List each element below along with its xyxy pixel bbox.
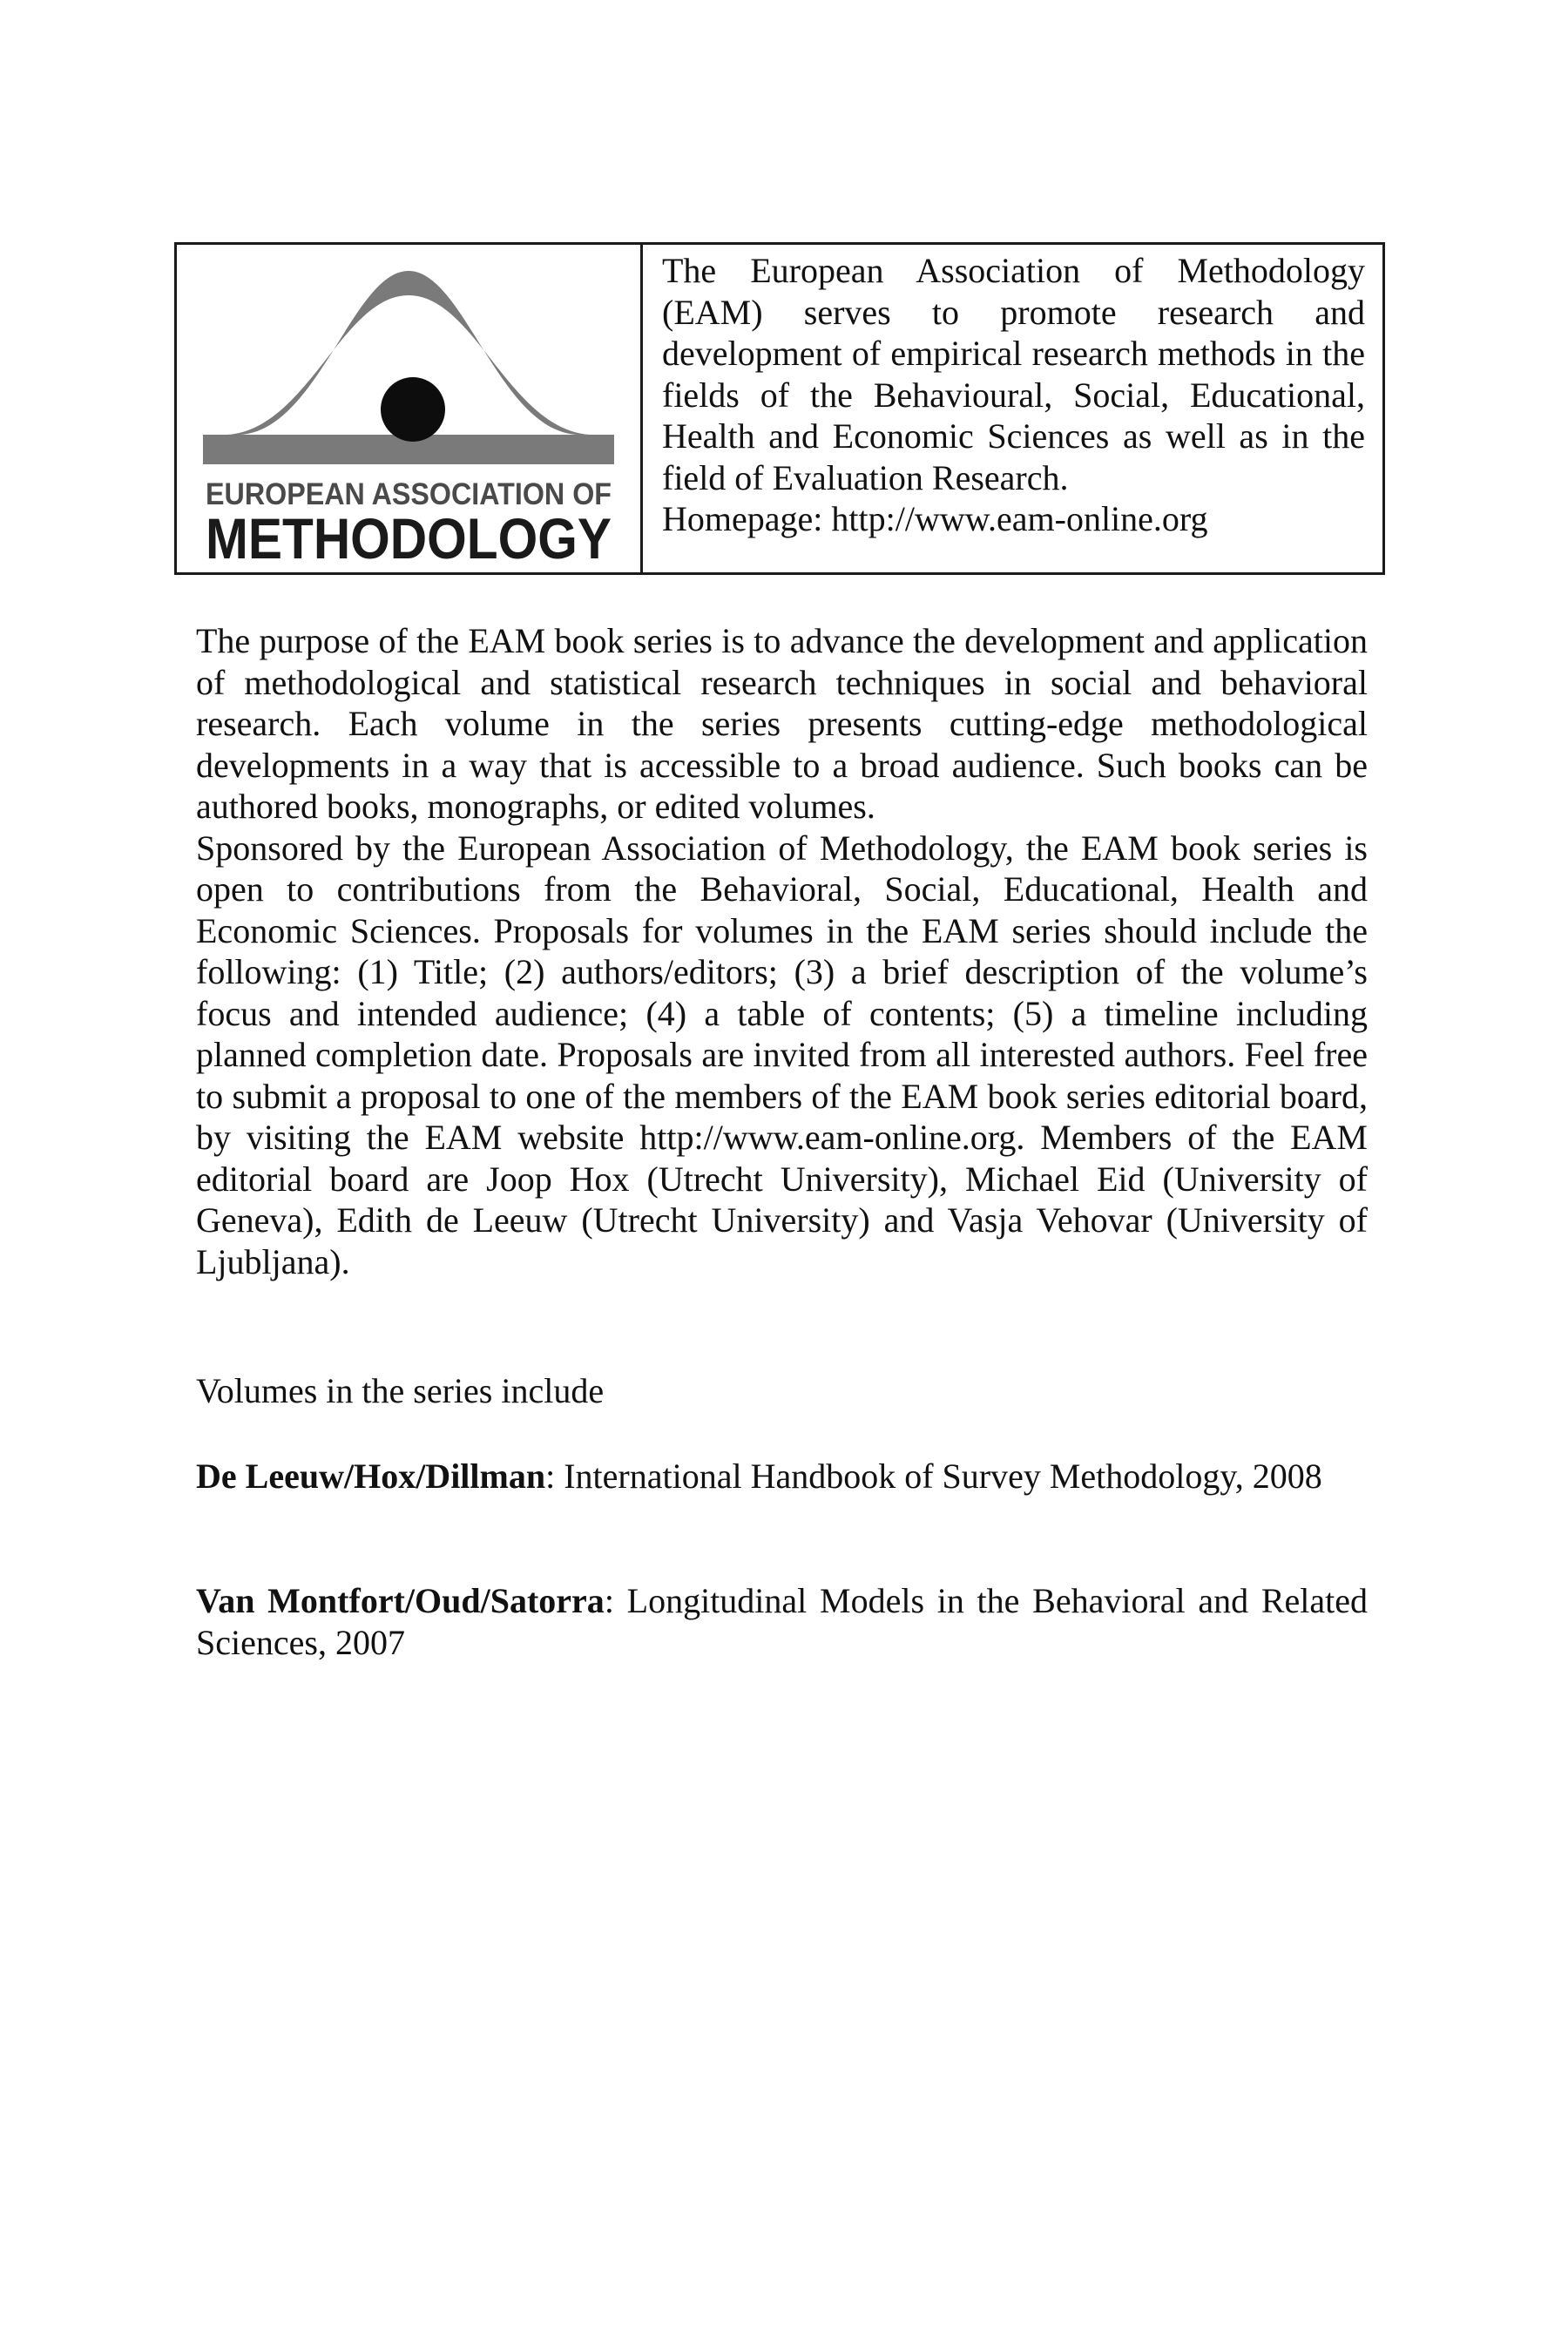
eam-logo [177, 245, 643, 572]
sponsorship-paragraph: Sponsored by the European Association of Methodology, the EAM book series is open to contributions from the Behavioral, Social, Educational, Health and Economic Sciences. Proposals for volumes in the EAM series should include the following: (1) Title; (2) authors/editors; (3) a brief description of the volume’s focus and intended audience; (4) a table of contents; (5) a timeline including planned completion date. Proposals are invited from all interested authors. Feel free to submit a proposal to one of the members of the EAM book series editorial board, by visiting the EAM website http://www.eam-online.org. Members of the EAM editorial board are Joop Hox (Utrecht University), Michael Eid (University of Geneva), Edith de Leeuw (Utrecht University) and Vasja Vehovar (University of Ljubljana). [196, 828, 1368, 1281]
description-text: The European Association of Methodology (EAM) serves to promote research and development of empirical research methods in the fields of the Behavioural, Social, Educational, Health and Economic Sciences as well as in the field of Evaluation Research. [662, 251, 1365, 497]
volume-title: : Longitudinal Models in the Behavioral and Related Sciences, 2007 [196, 1581, 1368, 1662]
volume-item [196, 1580, 1368, 1663]
volume-title: : International Handbook of Survey Methodology, 2008 [545, 1456, 1322, 1496]
eam-logo-graphic [177, 245, 640, 572]
volume-authors: Van Montfort/Oud/Satorra [196, 1581, 605, 1620]
series-description [196, 620, 1368, 1282]
logo-dot [381, 377, 445, 442]
homepage-link[interactable]: Homepage: http://www.eam-online.org [662, 499, 1208, 538]
volume-item [196, 1456, 1368, 1497]
volumes-heading: Volumes in the series include [196, 1371, 605, 1410]
header-box [174, 242, 1385, 575]
association-description [643, 245, 1382, 572]
logo-line2: METHODOLOGY [206, 506, 612, 571]
logo-line1: EUROPEAN ASSOCIATION OF [206, 477, 612, 511]
purpose-paragraph: The purpose of the EAM book series is to advance the development and application of methodological and statistical research techniques in social and behavioral research. Each volume in the series presents cutting-edge methodological developments in a way that is accessible to a broad audience. Such books can be authored books, monographs, or edited volumes. [196, 621, 1368, 826]
volume-authors: De Leeuw/Hox/Dillman [196, 1456, 546, 1496]
